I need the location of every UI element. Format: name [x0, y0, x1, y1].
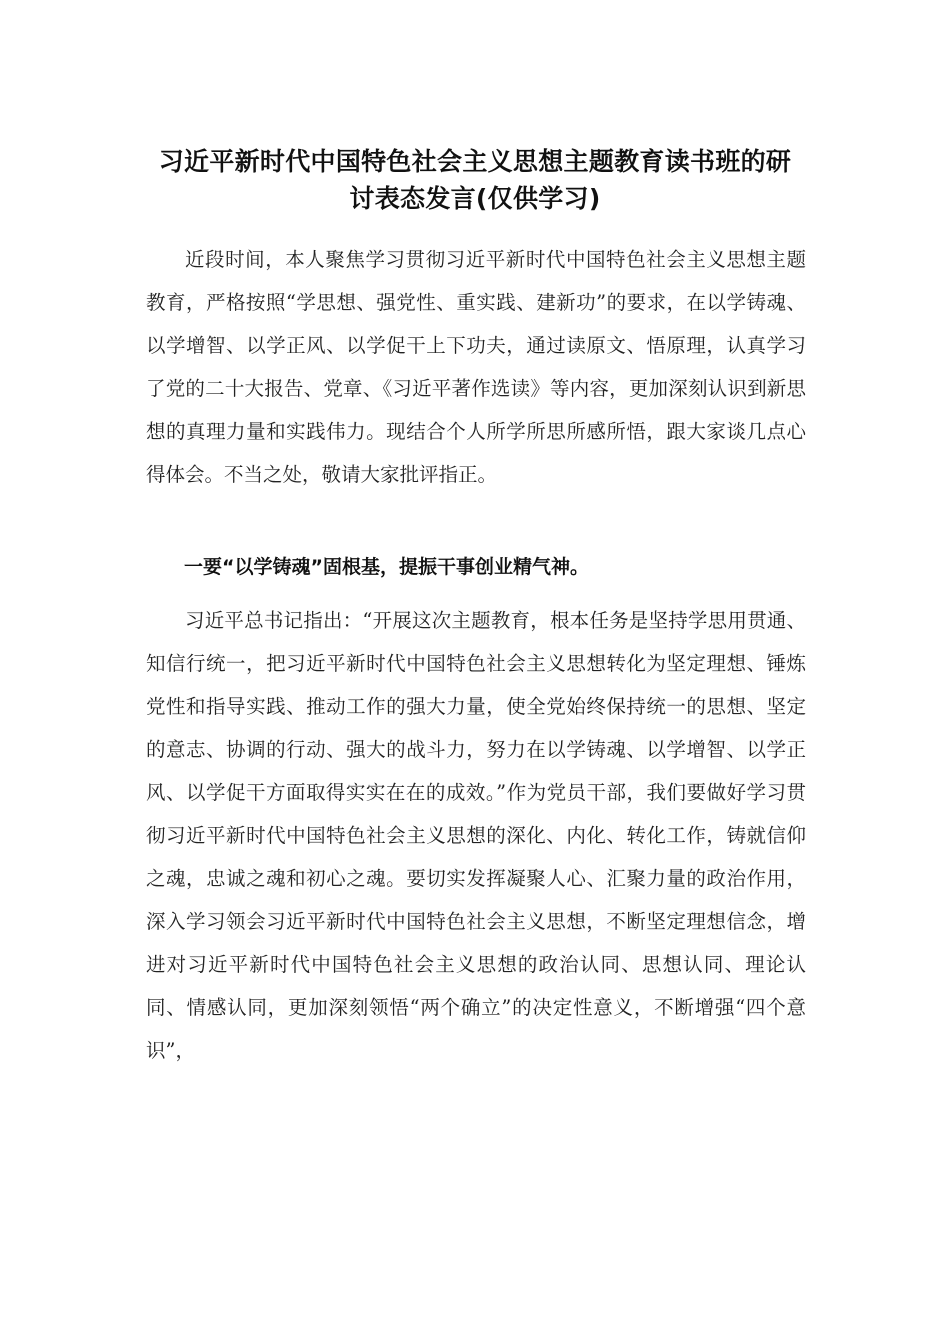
document-title [100, 143, 850, 217]
section-heading: 一要“以学铸魂”固根基，提振干事创业精气神。 [184, 556, 589, 578]
section-paragraph: 习近平总书记指出：“开展这次主题教育，根本任务是坚持学思用贯通、知信行统一，把习近平新时代中国特色社会主义思想转化为坚定理想、锤炼党性和指导实践、推动工作的强大力量，使全党始终保持统一的思想、坚定的意志、协调的行动、强大的战斗力，努力在以学铸魂、以学增智、以学正风、以学促干方面取得实实在在的成效。”作为党员干部，我们要做好学习贯彻习近平新时代中国特色社会主义思想的深化、内化、转化工作，铸就信仰之魂，忠诚之魂和初心之魂。要切实发挥凝聚人心、汇聚力量的政治作用，深入学习领会习近平新时代中国特色社会主义思想，不断坚定理想信念，增进对习近平新时代中国特色社会主义思想的政治认同、思想认同、理论认同、情感认同，更加深刻领悟“两个确立”的决定性意义，不断增强“四个意识”， [146, 609, 806, 1062]
title-line-1: 习近平新时代中国特色社会主义思想主题教育读书班的研 [158, 147, 792, 176]
intro-paragraph: 近段时间，本人聚焦学习贯彻习近平新时代中国特色社会主义思想主题教育，严格按照“学思想、强党性、重实践、建新功”的要求，在以学铸魂、以学增智、以学正风、以学促干上下功夫，通过读原文、悟原理，认真学习了党的二十大报告、党章、《习近平著作选读》等内容，更加深刻认识到新思想的真理力量和实践伟力。现结合个人所学所思所感所悟，跟大家谈几点心得体会。不当之处，敬请大家批评指正。 [146, 248, 806, 486]
title-line-2: 讨表态发言(仅供学习) [349, 184, 601, 213]
document-body [146, 238, 806, 1072]
